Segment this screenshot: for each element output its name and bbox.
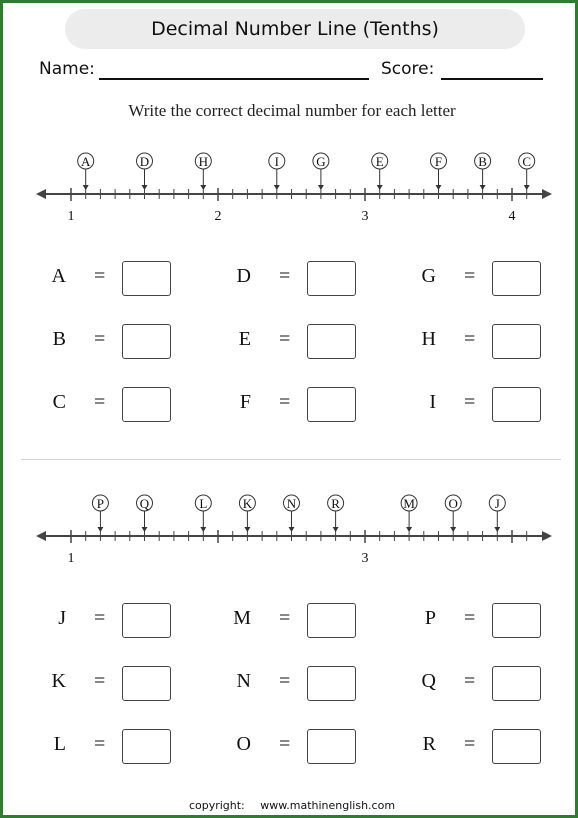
answer-o xyxy=(236,729,367,765)
answer-letter: F xyxy=(239,391,251,413)
marker-letter: K xyxy=(242,496,253,511)
marker-arrowhead xyxy=(142,527,148,532)
answer-letter: K xyxy=(51,670,66,692)
answer-letter: J xyxy=(58,607,66,629)
marker-letter: B xyxy=(478,154,487,169)
equals-sign: = xyxy=(279,265,291,287)
marker-arrowhead xyxy=(436,185,442,190)
marker-arrowhead xyxy=(97,527,103,532)
answer-letter: Q xyxy=(421,670,436,692)
marker-letter: D xyxy=(139,154,150,169)
answer-q xyxy=(421,666,552,702)
answer-letter: A xyxy=(51,265,66,287)
equals-sign: = xyxy=(279,670,291,692)
marker-letter: P xyxy=(96,496,105,511)
answer-n xyxy=(236,666,367,702)
answer-box[interactable] xyxy=(492,603,541,638)
answer-i xyxy=(429,387,552,423)
answer-letter: N xyxy=(236,670,251,692)
equals-sign: = xyxy=(279,607,291,629)
answer-p xyxy=(424,603,552,639)
answer-c xyxy=(52,387,182,423)
answer-box[interactable] xyxy=(122,387,171,422)
equals-sign: = xyxy=(94,733,106,755)
marker-r xyxy=(328,495,344,532)
answer-b xyxy=(52,324,182,360)
answer-letter: D xyxy=(236,265,251,287)
answer-letter: I xyxy=(429,391,436,413)
marker-c xyxy=(519,153,535,190)
marker-e xyxy=(372,153,388,190)
equals-sign: = xyxy=(279,328,291,350)
marker-letter: G xyxy=(316,154,326,169)
score-blank[interactable] xyxy=(441,78,543,80)
tick-label: 4 xyxy=(508,209,516,224)
answer-h xyxy=(421,324,552,360)
marker-arrowhead xyxy=(377,185,383,190)
equals-sign: = xyxy=(464,265,476,287)
answer-m xyxy=(233,603,367,639)
marker-d xyxy=(137,153,153,190)
marker-b xyxy=(475,153,491,190)
axis-arrow-right xyxy=(542,531,552,541)
marker-arrowhead xyxy=(524,185,530,190)
worksheet-title: Decimal Number Line (Tenths) xyxy=(65,9,525,49)
equals-sign: = xyxy=(464,670,476,692)
equals-sign: = xyxy=(279,391,291,413)
marker-m xyxy=(401,495,417,532)
marker-arrowhead xyxy=(289,527,295,532)
marker-letter: O xyxy=(448,496,458,511)
marker-letter: Q xyxy=(139,496,150,511)
tick-label: 2 xyxy=(214,209,222,224)
marker-p xyxy=(92,495,108,532)
answer-letter: O xyxy=(236,733,251,755)
marker-arrowhead xyxy=(244,527,250,532)
site-link[interactable]: www.mathinenglish.com xyxy=(260,799,396,812)
marker-arrowhead xyxy=(450,527,456,532)
marker-letter: I xyxy=(274,154,279,169)
marker-arrowhead xyxy=(274,185,280,190)
equals-sign: = xyxy=(464,607,476,629)
equals-sign: = xyxy=(94,391,106,413)
marker-arrowhead xyxy=(318,185,324,190)
answer-box[interactable] xyxy=(122,666,171,701)
answer-letter: H xyxy=(421,328,436,350)
marker-letter: E xyxy=(375,154,384,169)
marker-letter: R xyxy=(331,496,340,511)
answer-letter: L xyxy=(53,733,66,755)
copyright-label: copyright: xyxy=(188,799,245,812)
marker-arrowhead xyxy=(333,527,339,532)
answer-box[interactable] xyxy=(122,324,171,359)
answer-letter: P xyxy=(424,607,436,629)
answer-box[interactable] xyxy=(122,729,171,764)
marker-letter: N xyxy=(286,496,297,511)
name-blank[interactable] xyxy=(99,78,369,80)
marker-arrowhead xyxy=(200,185,206,190)
tick-label: 1 xyxy=(67,551,75,566)
marker-h xyxy=(195,153,211,190)
answer-letter: C xyxy=(52,391,66,413)
answer-box[interactable] xyxy=(122,603,171,638)
answer-box[interactable] xyxy=(307,324,356,359)
marker-arrowhead xyxy=(480,185,486,190)
answer-d xyxy=(236,261,367,297)
answer-letter: G xyxy=(421,265,436,287)
answer-letter: M xyxy=(233,607,251,629)
answer-box[interactable] xyxy=(492,387,541,422)
axis-arrow-right xyxy=(542,189,552,199)
answer-box[interactable] xyxy=(492,324,541,359)
marker-letter: H xyxy=(198,154,208,169)
equals-sign: = xyxy=(94,265,106,287)
axis-arrow-left xyxy=(36,189,46,199)
answer-a xyxy=(51,261,182,297)
number-line-2 xyxy=(3,485,578,575)
name-score-row xyxy=(39,59,549,83)
equals-sign: = xyxy=(464,328,476,350)
answer-e xyxy=(238,324,367,360)
equals-sign: = xyxy=(464,733,476,755)
footer xyxy=(3,799,578,812)
marker-letter: L xyxy=(199,496,208,511)
tick-label: 1 xyxy=(67,209,75,224)
marker-o xyxy=(445,495,461,532)
answer-box[interactable] xyxy=(492,261,541,296)
marker-q xyxy=(137,495,153,532)
marker-letter: F xyxy=(434,154,443,169)
marker-letter: A xyxy=(81,154,91,169)
marker-l xyxy=(195,495,211,532)
answer-letter: E xyxy=(238,328,251,350)
tick-label: 3 xyxy=(361,551,369,566)
section-divider xyxy=(21,459,561,460)
answer-r xyxy=(422,729,552,765)
marker-arrowhead xyxy=(200,527,206,532)
answer-f xyxy=(239,387,367,423)
answer-box[interactable] xyxy=(307,387,356,422)
marker-i xyxy=(269,153,285,190)
marker-letter: M xyxy=(403,496,415,511)
answer-box[interactable] xyxy=(492,729,541,764)
marker-arrowhead xyxy=(83,185,89,190)
marker-letter: C xyxy=(522,154,532,169)
answer-j xyxy=(58,603,182,639)
answer-g xyxy=(421,261,552,297)
marker-f xyxy=(431,153,447,190)
number-line-1 xyxy=(3,143,578,233)
equals-sign: = xyxy=(94,328,106,350)
marker-arrowhead xyxy=(142,185,148,190)
marker-n xyxy=(284,495,300,532)
marker-a xyxy=(78,153,94,190)
axis-arrow-left xyxy=(36,531,46,541)
answer-l xyxy=(53,729,182,765)
tick-label: 3 xyxy=(361,209,369,224)
marker-arrowhead xyxy=(494,527,500,532)
equals-sign: = xyxy=(94,607,106,629)
answer-box[interactable] xyxy=(307,603,356,638)
answer-box[interactable] xyxy=(122,261,171,296)
score-label: Score: xyxy=(381,59,435,79)
equals-sign: = xyxy=(464,391,476,413)
equals-sign: = xyxy=(279,733,291,755)
marker-arrowhead xyxy=(406,527,412,532)
answer-box[interactable] xyxy=(307,666,356,701)
answer-box[interactable] xyxy=(307,261,356,296)
marker-g xyxy=(313,153,329,190)
answer-letter: R xyxy=(422,733,436,755)
answer-box[interactable] xyxy=(492,666,541,701)
instruction-text: Write the correct decimal number for each letter xyxy=(128,101,456,120)
equals-sign: = xyxy=(94,670,106,692)
marker-letter: J xyxy=(494,496,500,511)
answer-letter: B xyxy=(52,328,66,350)
name-label: Name: xyxy=(39,59,95,79)
marker-k xyxy=(239,495,255,532)
marker-j xyxy=(489,495,505,532)
answer-box[interactable] xyxy=(307,729,356,764)
answer-k xyxy=(51,666,182,702)
